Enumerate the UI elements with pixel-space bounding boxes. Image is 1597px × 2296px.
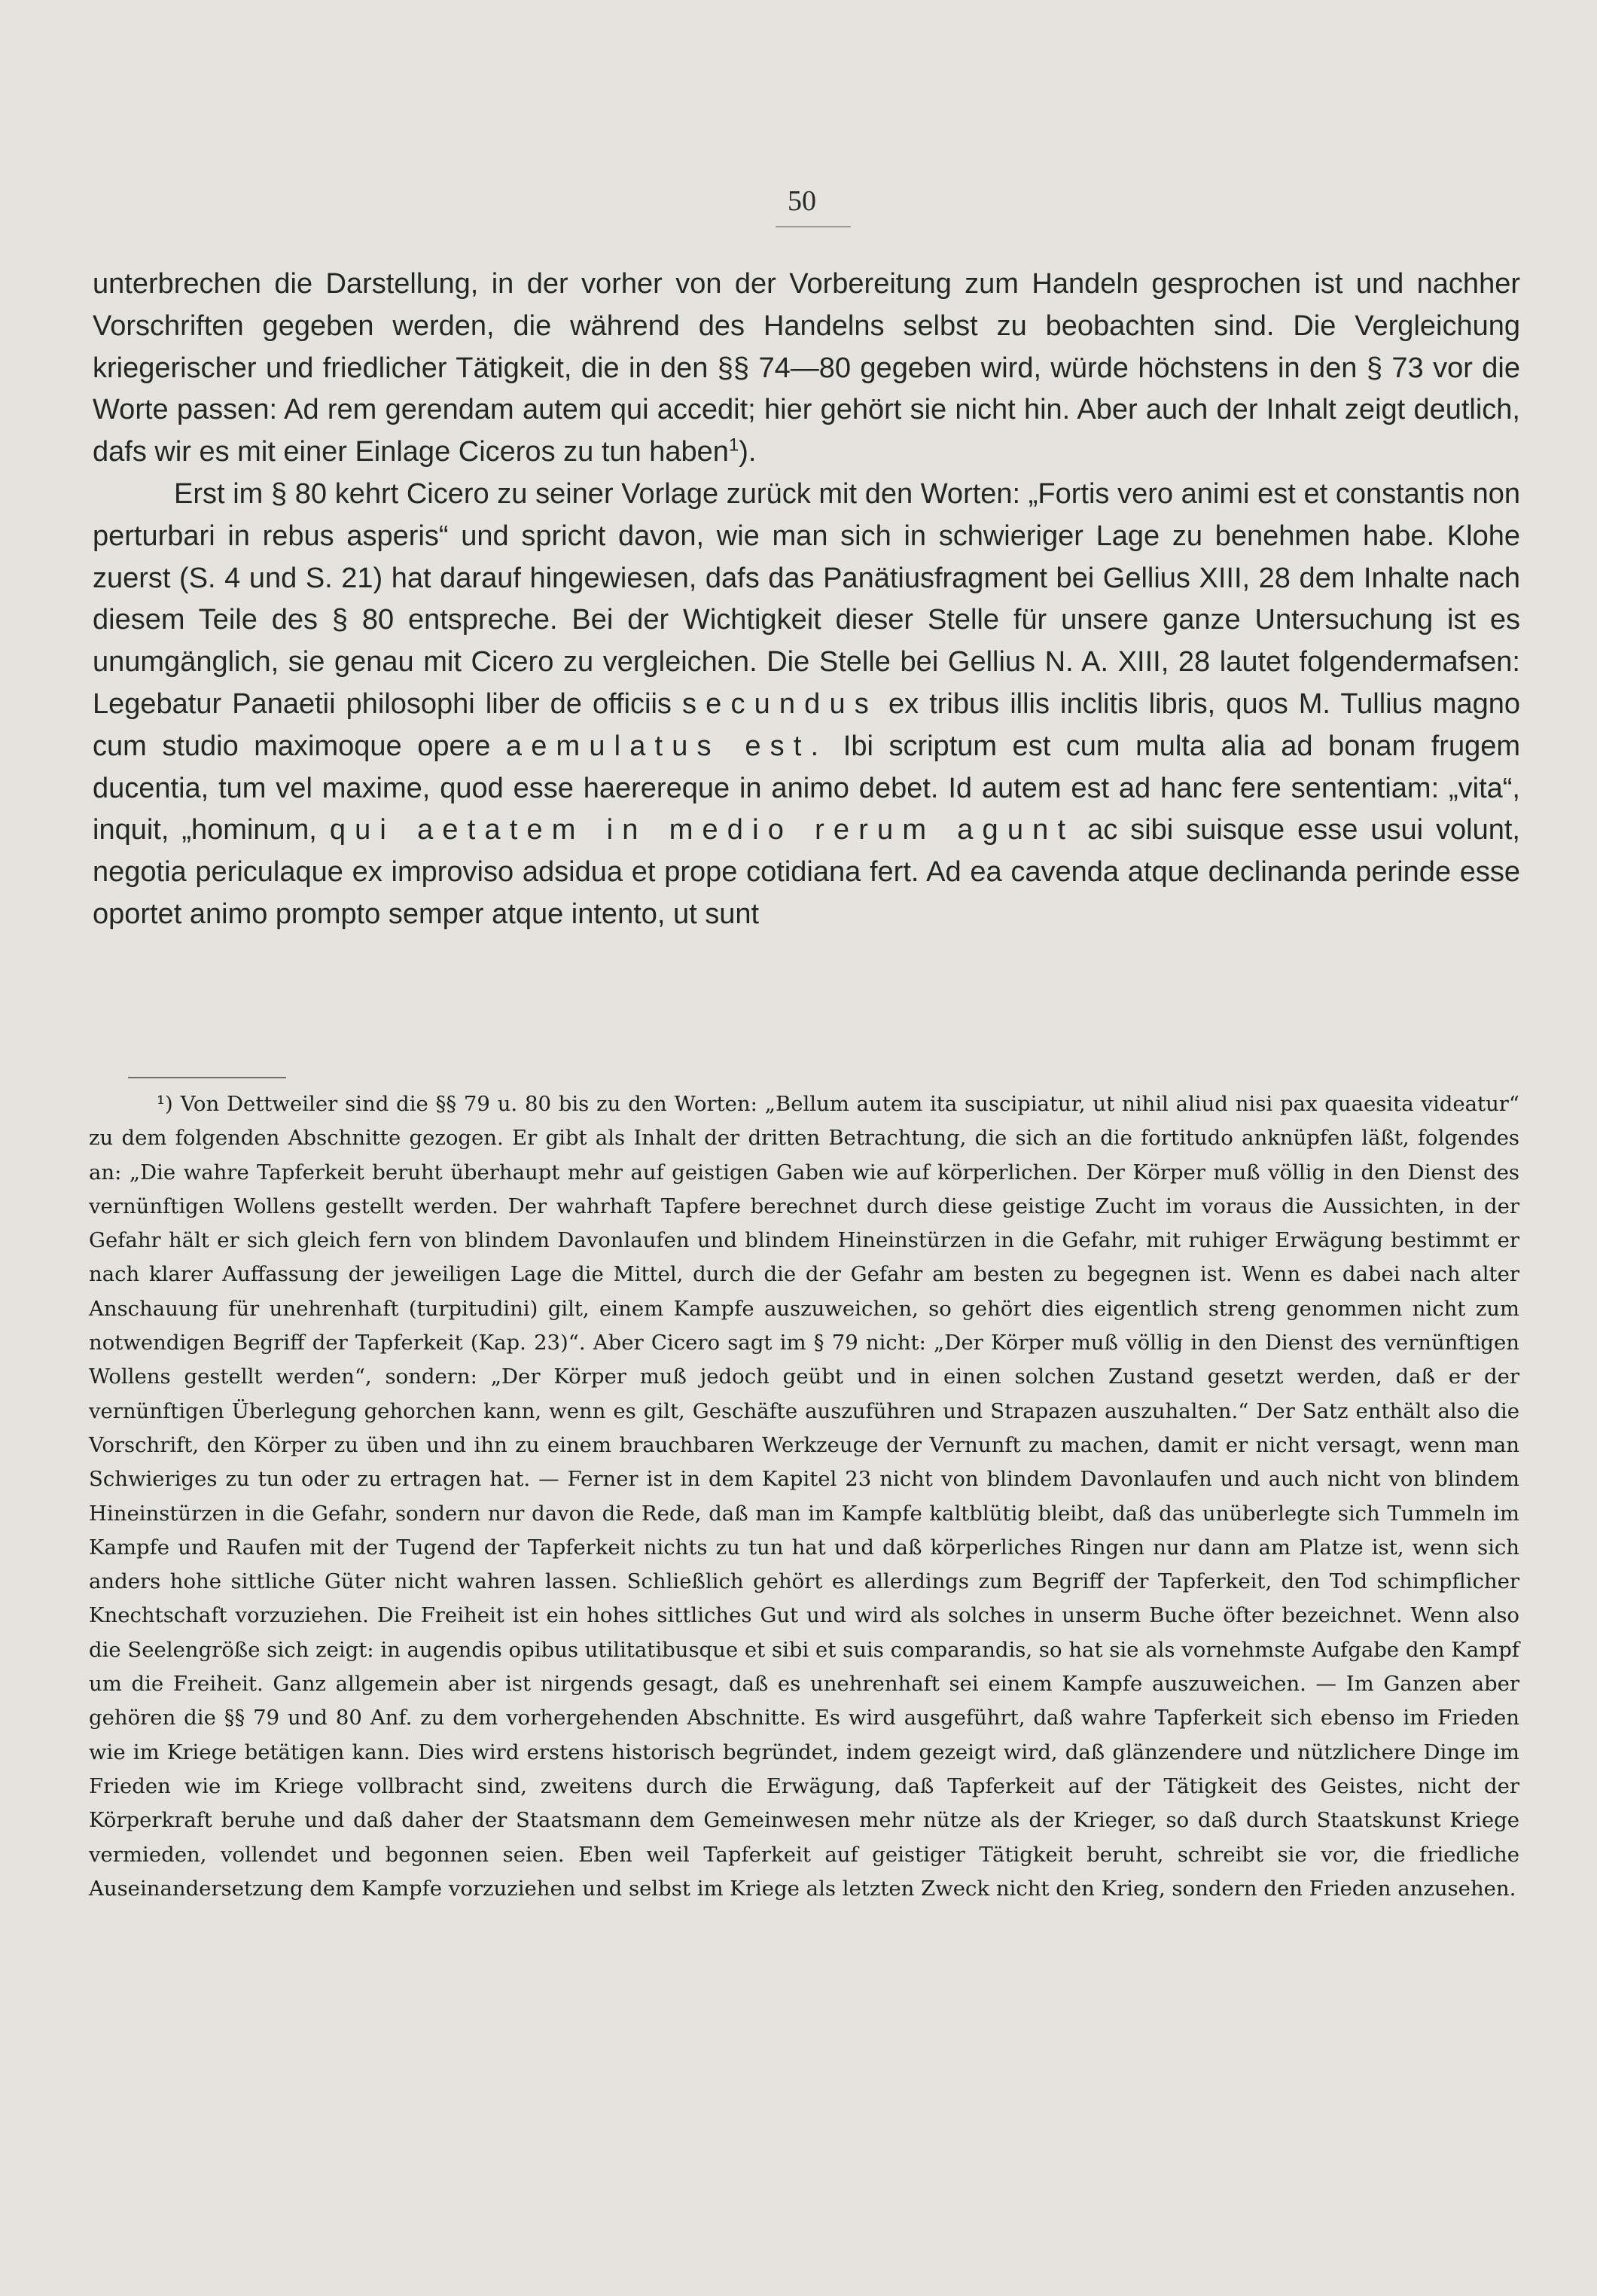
page-number: 50 xyxy=(788,185,816,217)
footnote-marker: ¹) xyxy=(157,1092,173,1116)
footnote-reference: 1 xyxy=(728,435,739,456)
paragraph-2 xyxy=(93,474,1520,936)
footnote-text: Von Dettweiler sind die §§ 79 u. 80 bis zu den Worten: „Bellum autem ita suscipiatur, ut nihil aliud nisi pax quaesita videatur“ zu dem folgenden Abschnitte gezogen. Er gibt als Inhalt der dritten Betrachtung, die sich an die fortitudo anknüpfen läßt, folgendes an: „Die wahre Tapferkeit beruht überhaupt mehr auf geistigen Gaben wie auf körperlichen. Der Körper muß völlig in den Dienst des vernünftigen Wollens gestellt werden. Der wahrhaft Tapfere berechnet durch diese geistige Zucht im voraus die Aussichten, in der Gefahr hält er sich gleich fern von blindem Davonlaufen und blindem Hineinstürzen in die Gefahr, mit ruhiger Erwägung bestimmt er nach klarer Auffassung der jeweiligen Lage die Mittel, durch die der Gefahr am besten zu begegnen ist. Wenn es dabei nach alter Anschauung für unehrenhaft (turpitudini) gilt, einem Kampfe auszuweichen, so gehört dies eigentlich streng genommen nicht zum notwendigen Begriff der Tapferkeit (Kap. 23)“. Aber Cicero sagt im § 79 nicht: „Der Körper muß völlig in den Dienst des vernünftigen Wollens gestellt werden“, sondern: „Der Körper muß jedoch geübt und in einen solchen Zustand gesetzt werden, daß er der vernünftigen Überlegung gehorchen kann, wenn es gilt, Geschäfte auszuführen und Strapazen auszuhalten.“ Der Satz enthält also die Vorschrift, den Körper zu üben und ihn zu einem brauchbaren Werkzeuge der Vernunft zu machen, damit er nicht versagt, wenn man Schwieriges zu tun oder zu ertragen hat. — Ferner ist in dem Kapitel 23 nicht von blindem Davonlaufen und auch nicht von blindem Hineinstürzen in die Gefahr, sondern nur davon die Rede, daß man im Kampfe kaltblütig bleibt, daß das unüberlegte sich Tummeln im Kampfe und Raufen mit der Tugend der Tapferkeit nichts zu tun hat und daß körperliches Ringen nur dann am Platze ist, wenn sich anders hohe sittliche Güter nicht wahren lassen. Schließlich gehört es allerdings zum Begriff der Tapferkeit, den Tod schimpflicher Knechtschaft vorzuziehen. Die Freiheit ist ein hohes sittliches Gut und wird als solches in unserm Buche öfter bezeichnet. Wenn also die Seelengröße sich zeigt: in augendis opibus utilitatibusque et sibi et suis comparandis, so hat sie als vornehmste Aufgabe den Kampf um die Freiheit. Ganz allgemein aber ist nirgends gesagt, daß es unehrenhaft sei einem Kampfe auszuweichen. — Im Ganzen aber gehören die §§ 79 und 80 Anf. zu dem vorhergehenden Abschnitte. Es wird ausgeführt, daß wahre Tapferkeit sich ebenso im Frieden wie im Kriege betätigen kann. Dies wird erstens historisch begründet, indem gezeigt wird, daß glänzendere und nützlichere Dinge im Frieden wie im Kriege vollbracht sind, zweitens durch die Erwägung, daß Tapferkeit auf der Tätigkeit des Geistes, nicht der Körperkraft beruhe und daß daher der Staatsmann dem Gemeinwesen mehr nütze als der Krieger, so daß durch Staatskunst Kriege vermieden, vollendet und begonnen seien. Eben weil Tapferkeit auf geistiger Tätigkeit beruht, schreibt sie vor, die friedliche Auseinandersetzung dem Kampfe vorzuziehen und selbst im Kriege als letzten Zweck nicht den Krieg, sondern den Frieden anzusehen. xyxy=(89,1092,1519,1901)
footnote-paragraph xyxy=(89,1087,1519,1906)
paragraph-1-text: unterbrechen die Darstellung, in der vorher von der Vorbereitung zum Handeln gesprochen ist und nachher Vorschriften gegeben werden, die während des Handelns selbst zu beobachten sind. Die Vergleichung kriegerischer und friedlicher Tätigkeit, die in den §§ 74—80 gegeben wird, würde höchstens in den § 73 vor die Worte passen: Ad rem gerendam autem qui accedit; hier gehört sie nicht hin. Aber auch der Inhalt zeigt deutlich, dafs wir es mit einer Einlage Ciceros zu tun haben xyxy=(93,268,1520,468)
page-number-rule xyxy=(776,226,851,227)
paragraph-2-text-b: ex tribus illis inclitis libris, quos M. Tullius magno cum studio maximoque opere xyxy=(93,688,1521,762)
paragraph-2-text-d: ac sibi suisque esse usui volunt, negotia periculaque ex improviso adsidua et prope cotidiana fert. Ad ea cavenda atque declinanda perinde esse oportet animo prompto semper atque intento, ut sunt xyxy=(93,814,1520,930)
paragraph-2-text-a: Erst im § 80 kehrt Cicero zu seiner Vorlage zurück mit den Worten: „Fortis vero animi est et constantis non perturbari in rebus asperis“ und spricht davon, wie man sich in schwieriger Lage zu benehmen habe. Klohe zuerst (S. 4 und S. 21) hat darauf hingewiesen, dafs das Panätiusfragment bei Gellius XIII, 28 dem Inhalte nach diesem Teile des § 80 entspreche. Bei der Wichtigkeit dieser Stelle für unsere ganze Untersuchung ist es unumgänglich, sie genau mit Cicero zu vergleichen. Die Stelle bei Gellius N. A. XIII, 28 lautet folgendermafsen: Legebatur Panaetii philosophi liber de officiis xyxy=(93,477,1520,720)
main-text xyxy=(93,264,1520,936)
paragraph-2-text-c: Ibi scriptum est cum multa alia ad bonam frugem ducentia, tum vel maxime, quod esse haerereque in animo debet. Id autem est ad hanc fere sententiam: „vita“, inquit, „hominum, xyxy=(93,730,1520,846)
spaced-phrase-qui-aetatem: qui aetatem in medio rerum agunt xyxy=(329,814,1075,846)
spaced-word-secundus: secundus xyxy=(681,688,878,720)
paragraph-1-tail: ). xyxy=(739,436,757,468)
spaced-phrase-aemulatus-est: aemulatus est. xyxy=(505,730,828,762)
footnote xyxy=(89,1087,1519,1906)
paragraph-1 xyxy=(93,264,1520,474)
footnote-separator xyxy=(128,1077,286,1078)
